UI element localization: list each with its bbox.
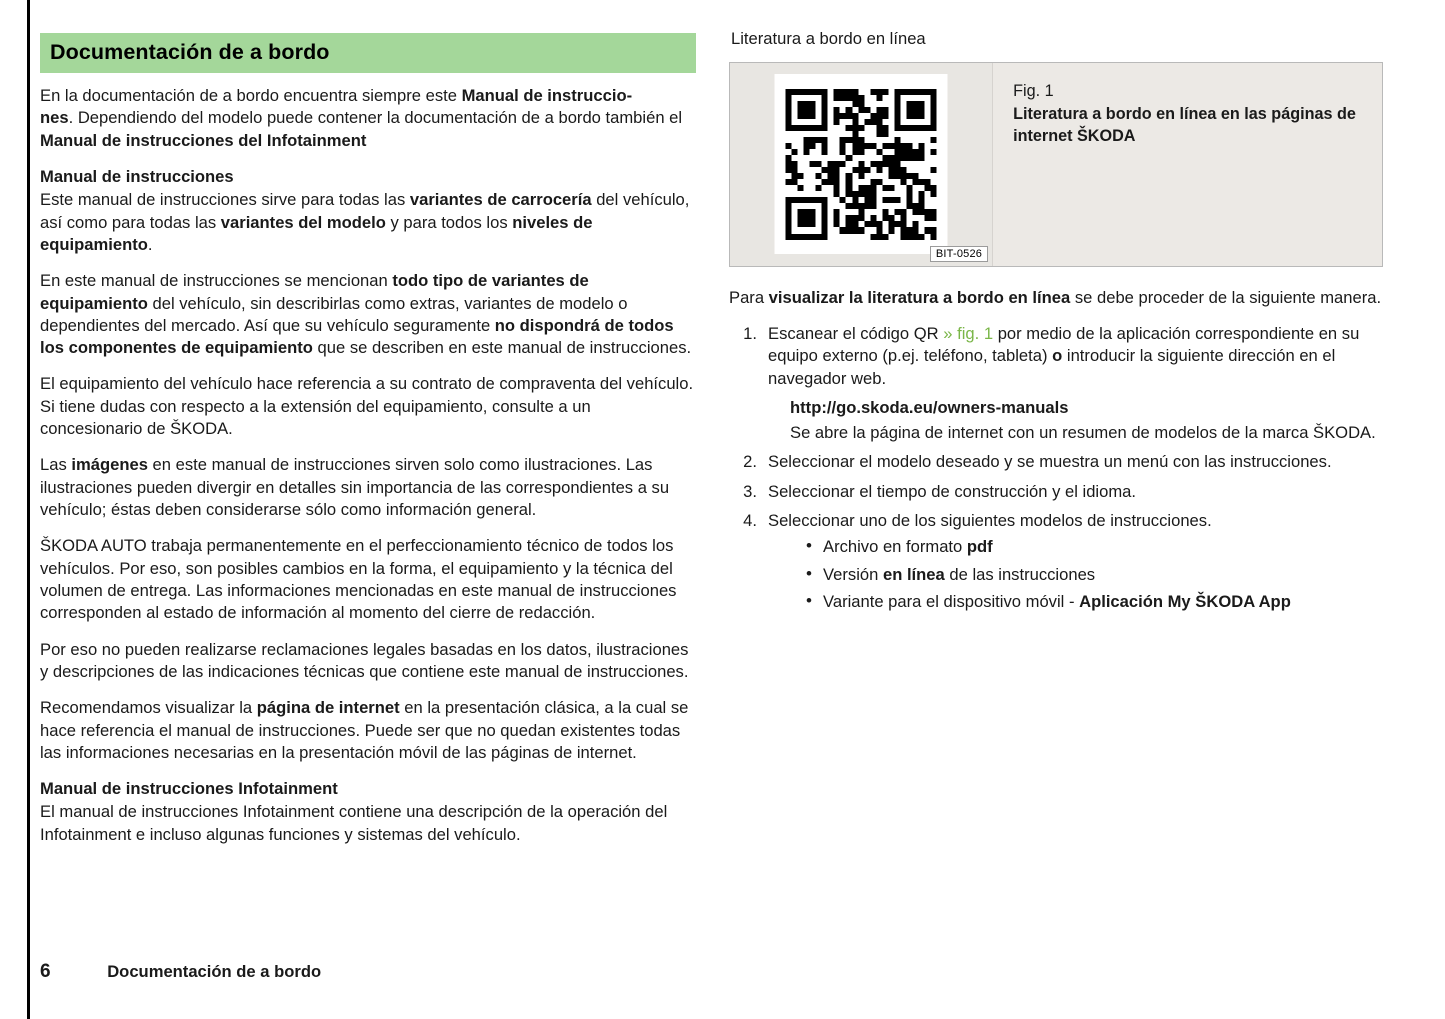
paragraph-visualizar: Para visualizar la literatura a bordo en línea se debe proceder de la siguiente manera.	[729, 287, 1382, 307]
bullet-item-pdf: • Archivo en formato pdf	[768, 536, 1385, 558]
step-number-1: 1.	[743, 323, 757, 343]
step-item-1	[729, 323, 1385, 445]
paragraph-manual-2: En este manual de instrucciones se mencionan todo tipo de variantes de equipamiento del vehículo, sin describirlas como extras, variantes de modelo o dependientes del mercado. Así que su vehículo seguramente no dispondrá de todos los componentes de equipamiento que se describen en este manual de instrucciones.	[40, 271, 692, 358]
subheading-manual-instrucciones: Manual de instrucciones	[40, 166, 234, 186]
manual-url[interactable]: http://go.skoda.eu/owners-manuals	[790, 397, 1069, 417]
left-column	[40, 33, 696, 860]
figure-block	[729, 62, 1383, 267]
bullet-item-app: • Variante para el dispositivo móvil - Aplicación My ŠKODA App	[768, 591, 1385, 613]
url-note: Se abre la página de internet con un resumen de modelos de la marca ŠKODA.	[790, 423, 1376, 443]
steps-list	[729, 323, 1385, 613]
subheading-infotainment: Manual de instrucciones Infotainment	[40, 779, 338, 799]
paragraph-manual-1: Este manual de instrucciones sirve para todas las variantes de carrocería del vehículo, así como para todas las variantes del modelo y para todos los niveles de equipamiento.	[40, 190, 690, 254]
step-item-3	[729, 481, 1385, 503]
paragraph-intro: En la documentación de a bordo encuentra siempre este Manual de instruccio- nes. Dependiendo del modelo puede contener la documentación de a bordo también el Manual de instrucciones del Infotainment	[40, 86, 683, 150]
step-number-4: 4.	[743, 511, 757, 531]
figure-code-label: BIT-0526	[930, 246, 988, 262]
right-column	[729, 28, 1385, 620]
right-column-heading: Literatura a bordo en línea	[731, 29, 926, 48]
figure-caption	[993, 63, 1382, 266]
step-item-4	[729, 510, 1385, 613]
step-text-1: Escanear el código QR » fig. 1 por medio de la aplicación correspondiente en su equipo externo (p.ej. teléfono, tableta) o introducir la siguiente dirección en el navegador web.	[768, 323, 1360, 388]
step-text-3: Seleccionar el tiempo de construcción y el idioma.	[768, 481, 1137, 501]
section-title: Documentación de a bordo	[40, 33, 696, 73]
figure-title: Literatura a bordo en línea en las páginas de internet ŠKODA	[1013, 105, 1356, 145]
step-number-2: 2.	[743, 452, 757, 472]
page-number: 6	[40, 961, 51, 982]
page-footer	[40, 961, 321, 983]
figure-reference-link[interactable]: » fig. 1	[943, 323, 994, 343]
paragraph-recomendamos: Recomendamos visualizar la página de internet en la presentación clásica, a la cual se hace referencia el manual de instrucciones. Puede ser que no quedan existentes todas las informaciones necesarias en la presentación móvil de las páginas de internet.	[40, 698, 689, 762]
figure-image	[730, 63, 993, 266]
step-text-4: Seleccionar uno de los siguientes modelos de instrucciones.	[768, 511, 1212, 531]
qr-code-icon	[775, 74, 948, 254]
bullet-list	[768, 536, 1385, 613]
paragraph-skoda-auto: ŠKODA AUTO trabaja permanentemente en el perfeccionamiento técnico de todos los vehículos. Por eso, son posibles cambios en la forma, el equipamiento y la técnica del volumen de entrega. Las informaciones mencionadas en este manual de instrucciones corresponden al estado de información al momento del cierre de redacción.	[40, 536, 677, 623]
step-number-3: 3.	[743, 481, 757, 501]
paragraph-reclamaciones: Por eso no pueden realizarse reclamaciones legales basadas en los datos, ilustraciones y descripciones de las indicaciones técnicas que contiene este manual de instrucciones.	[40, 639, 689, 681]
step-text-2: Seleccionar el modelo deseado y se muestra un menú con las instrucciones.	[768, 452, 1332, 472]
step-item-2	[729, 451, 1385, 473]
figure-number: Fig. 1	[1013, 81, 1054, 100]
paragraph-imagenes: Las imágenes en este manual de instrucciones sirven solo como ilustraciones. Las ilustraciones pueden divergir en detalles sin importancia de las correspondientes a su vehículo; éstas deben considerarse sólo como información general.	[40, 455, 670, 519]
paragraph-equipamiento: El equipamiento del vehículo hace referencia a su contrato de compraventa del vehículo. Si tiene dudas con respecto a la extensión del equipamiento, consulte a un concesionario de ŠKODA.	[40, 374, 694, 439]
paragraph-infotainment: El manual de instrucciones Infotainment contiene una descripción de la operación del Infotainment e incluso algunas funciones y sistemas del vehículo.	[40, 802, 668, 844]
footer-title: Documentación de a bordo	[107, 962, 322, 981]
bullet-item-online: • Versión en línea de las instrucciones	[768, 564, 1385, 586]
